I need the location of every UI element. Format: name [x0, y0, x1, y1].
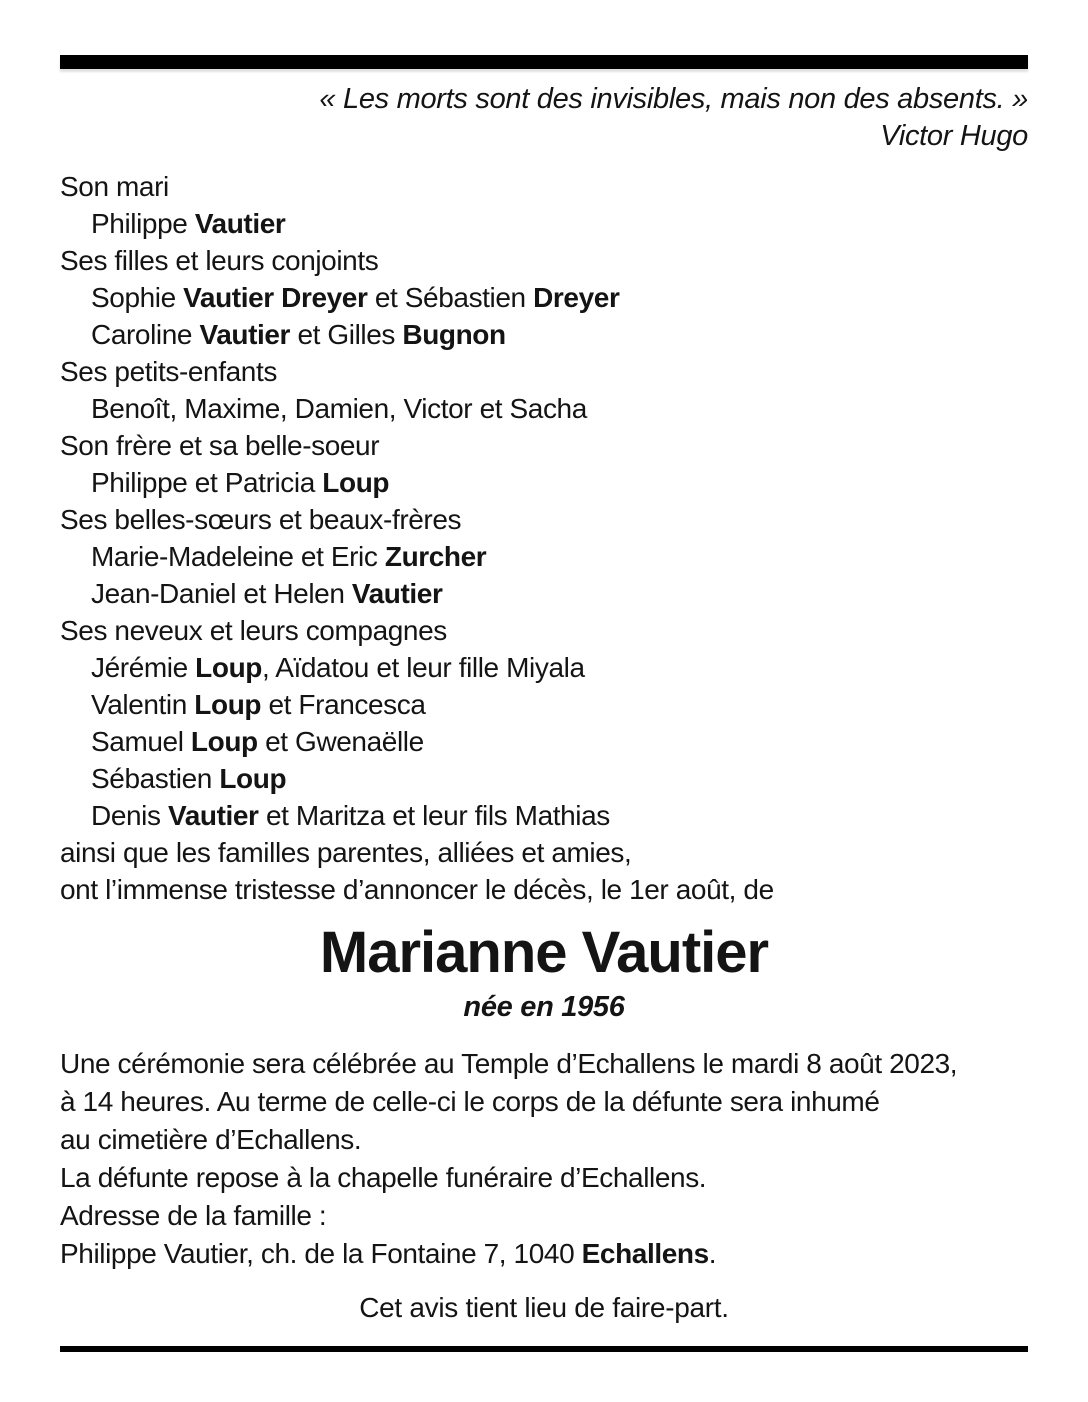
family-list-line: Samuel Loup et Gwenaëlle [91, 726, 424, 757]
top-rule [60, 55, 1028, 69]
announcement-line: au cimetière d’Echallens. [60, 1124, 362, 1155]
obituary-notice [60, 0, 1028, 1352]
family-list-line: Sophie Vautier Dreyer et Sébastien Dreyer [91, 282, 620, 313]
family-list-line: Philippe et Patricia Loup [91, 467, 390, 498]
family-list-line: Ses petits-enfants [60, 356, 277, 387]
announcement-line: à 14 heures. Au terme de celle-ci le corps de la défunte sera inhumé [60, 1086, 880, 1117]
family-list-line: Benoît, Maxime, Damien, Victor et Sacha [91, 393, 587, 424]
family-list-line: Valentin Loup et Francesca [91, 689, 426, 720]
family-list-line: Marie-Madeleine et Eric Zurcher [91, 541, 487, 572]
quote-block [60, 81, 1028, 155]
family-list-line: Caroline Vautier et Gilles Bugnon [91, 319, 506, 350]
family-list [60, 168, 1028, 908]
family-list-line: Son frère et sa belle-soeur [60, 430, 380, 461]
family-list-line: Sébastien Loup [91, 763, 287, 794]
family-list-line: Ses neveux et leurs compagnes [60, 615, 447, 646]
quote-attribution: Victor Hugo [880, 120, 1028, 152]
family-list-line: Jean-Daniel et Helen Vautier [91, 578, 443, 609]
family-list-line: Denis Vautier et Maritza et leur fils Mathias [91, 800, 610, 831]
deceased-name: Marianne Vautier [319, 920, 769, 985]
announcement-line: La défunte repose à la chapelle funéraire d’Echallens. [60, 1162, 707, 1193]
announcement-line: Une cérémonie sera célébrée au Temple d’Echallens le mardi 8 août 2023, [60, 1048, 958, 1079]
bottom-rule [60, 1346, 1028, 1352]
family-list-line: ainsi que les familles parentes, alliées et amies, [60, 837, 632, 868]
announcement-line: Adresse de la famille : [60, 1200, 327, 1231]
family-list-line: ont l’immense tristesse d’annoncer le décès, le 1er août, de [60, 874, 774, 905]
farewell-line: Cet avis tient lieu de faire-part. [359, 1292, 729, 1323]
announcement [60, 1045, 1028, 1273]
announcement-line: Philippe Vautier, ch. de la Fontaine 7, 1040 Echallens. [60, 1238, 717, 1269]
deceased-birth-year: née en 1956 [463, 991, 625, 1023]
family-list-line: Ses filles et leurs conjoints [60, 245, 379, 276]
family-list-line: Son mari [60, 171, 169, 202]
quote-text: « Les morts sont des invisibles, mais non des absents. » [319, 83, 1028, 115]
family-list-line: Ses belles-sœurs et beaux-frères [60, 504, 462, 535]
family-list-line: Jérémie Loup, Aïdatou et leur fille Miyala [91, 652, 585, 683]
family-list-line: Philippe Vautier [91, 208, 286, 239]
